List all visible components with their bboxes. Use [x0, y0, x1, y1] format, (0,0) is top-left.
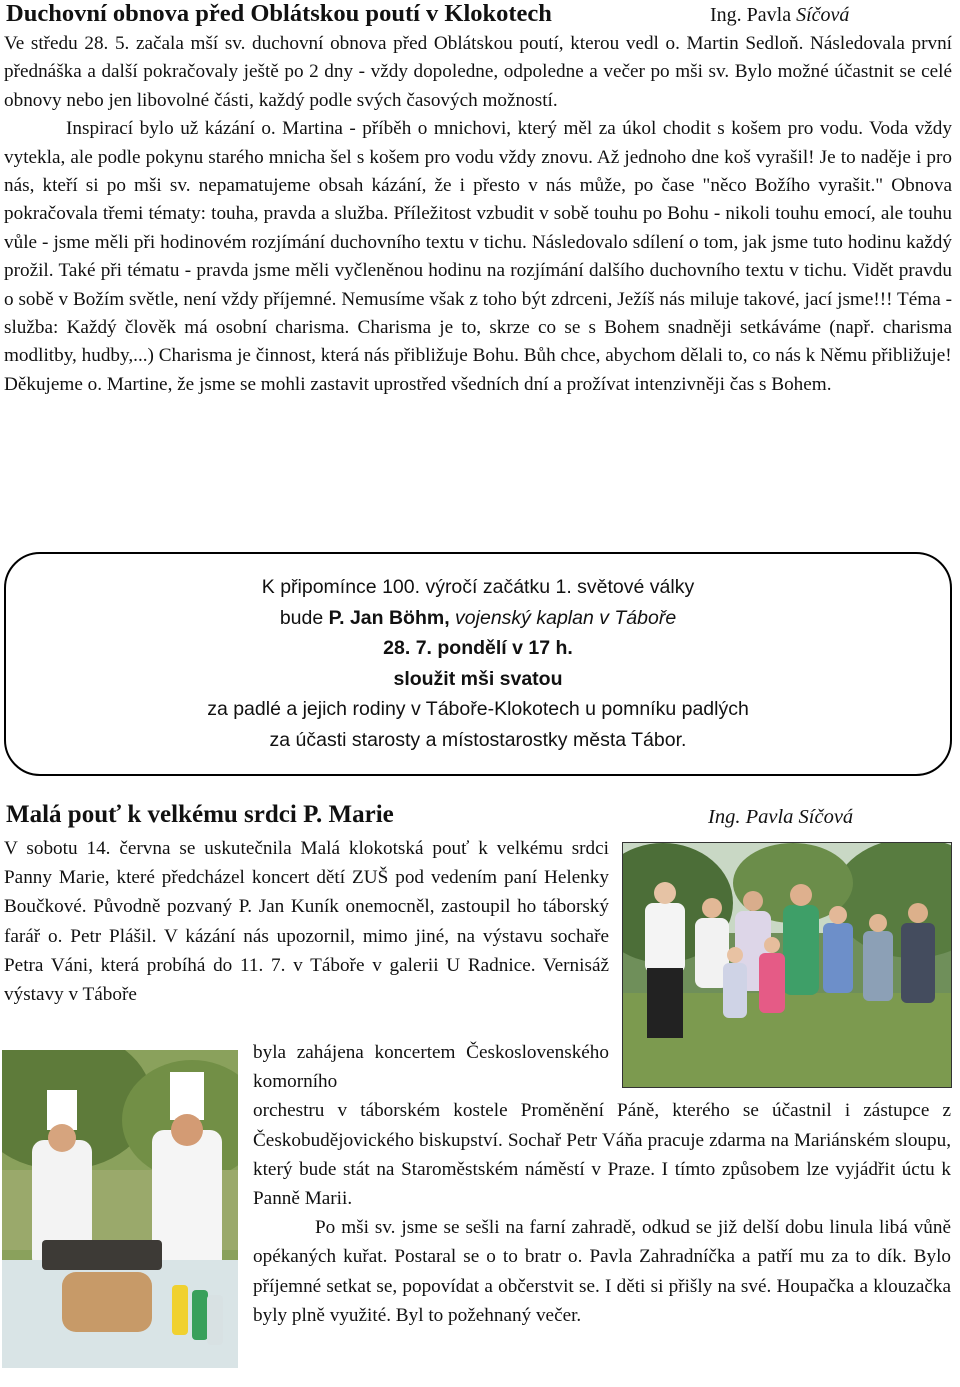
announcement-box	[4, 552, 952, 776]
barbecue-photo	[2, 1050, 238, 1368]
author-prefix: Ing. Pavla	[710, 4, 797, 26]
priest-name: P. Jan Böhm,	[328, 606, 450, 629]
article-1-author	[710, 4, 849, 27]
article-1-paragraph: Inspirací bylo už kázání o. Martina - příběh o mnichovi, který měl za úkol chodit s košem pro vodu. Voda vždy vytekla, ale podle pokynu starého mnicha šel s košem pro vodu vždy znovu. Až jednoho dne koš vyrašil! Je to naděje i pro nás, kteří si po mši sv. nepamatujeme obsah kázání, že i přesto v nás může, po čase "něco Božího vyrašit." Obnova pokračovala třemi tématy: touha, pravda a služba. Příležitost vzbudit v sobě touhu po Bohu - nikoli touhu emocí, ale touhu vůle - jsme měli při hodinovém rozjímání duchovního textu v tichu. Následovalo sdílení o tom, jak jsme tuto hodinu každý prožil. Také při tématu - pravda jsme měli vyčleněnou hodinu na rozjímání dalšího duchovního textu v tichu. Vidět pravdu o sobě v Božím světle, není vždy příjemné. Nemusíme však z toho být zdrceni, Ježíš nás miluje takové, jací jsme!!! Téma - služba: Každý člověk má osobní charisma. Charisma je to, skrze co se s Bohem snadněji setkáváme (např. charisma modlitby, hudby,...) Charisma je činnost, která nás přibližuje Bohu. Bůh chce, abychom dělali to, co nás k Němu přibližuje!	[4, 118, 952, 367]
article-1-title: Duchovní obnova před Oblátskou poutí v Klokotech	[6, 0, 552, 27]
notice-line: za padlé a jejich rodiny v Táboře-Klokotech u pomníku padlých	[207, 698, 749, 721]
group-photo	[622, 842, 952, 1088]
notice-line	[6, 603, 950, 634]
notice-line: K připomínce 100. výročí začátku 1. světové války	[261, 576, 695, 598]
article-1-header	[4, 0, 952, 30]
article-2-paragraph: orchestru v táborském kostele Proměnění Páně, kterého se účastnil i zástupce z Českobudějovického biskupství. Sochař Petr Váňa pracuje zdarma na Mariánském sloupu, který bude stát na Staroměstském náměstí v Praze. I tímto způsobem lze vyjádřit úctu k Panně Marii.	[253, 1100, 951, 1210]
article-2-paragraph: Po mši sv. jsme se sešli na farní zahradě, odkud se již delší dobu linula libá vůně opékaných kuřat. Postaral se o to bratr o. Pavla Zahradníčka a patří mu za to dík. Bylo příjemné setkat se, popovídat a občerstvit se. I děti si přišly na své. Houpačka a klouzačka byly plně využité. Byl to požehnaný večer.	[253, 1217, 951, 1326]
article-1-paragraph: Děkujeme o. Martine, že jsme se mohli zastavit uprostřed všedních dní a prožívat intenzivněji čas s Bohem.	[4, 373, 832, 395]
priest-role: vojenský kaplan v Táboře	[449, 606, 677, 629]
article-2-title: Malá pouť k velkému srdci P. Marie	[6, 801, 394, 828]
newsletter-page	[4, 0, 952, 1326]
article-2-paragraph: V sobotu 14. června se uskutečnila Malá klokotská pouť k velkému srdci Panny Marie, které předcházel koncert dětí ZUŠ pod vedením paní Helenky Boučkové. Původně pozvaný P. Jan Kuník onemocněl, zastoupil ho táborský farář o. Petr Plášil. V kázání nás upozornil, mimo jiné, na výstavu sochaře Petra Váni, která probíhá do 11. 7. v Táboře v galerii U Radnice. Vernisáž výstavy v Táboře	[4, 838, 609, 1006]
article-1-body	[4, 30, 952, 399]
author-name: Síčová	[796, 4, 850, 26]
article-2-author: Ing. Pavla Síčová	[708, 806, 854, 828]
notice-line: za účasti starosty a místostarostky města Tábor.	[269, 728, 687, 751]
article-1-paragraph: Ve středu 28. 5. začala mší sv. duchovní obnova před Oblátskou poutí, kterou vedl o. Martin Sedloň. Následovala první přednáška a další pokračovaly ještě po 2 dny - vždy dopoledne, odpoledne a večer po mši sv. Bylo možné účastnit se celé obnovy nebo jen libovolné části, každý podle svých časových možností.	[4, 33, 952, 111]
notice-date: 28. 7. pondělí v 17 h.	[383, 637, 573, 660]
notice-line: sloužit mši svatou	[393, 667, 563, 690]
notice-text: bude	[279, 606, 329, 629]
article-2-paragraph: byla zahájena koncertem Československého komorního	[253, 1042, 609, 1093]
